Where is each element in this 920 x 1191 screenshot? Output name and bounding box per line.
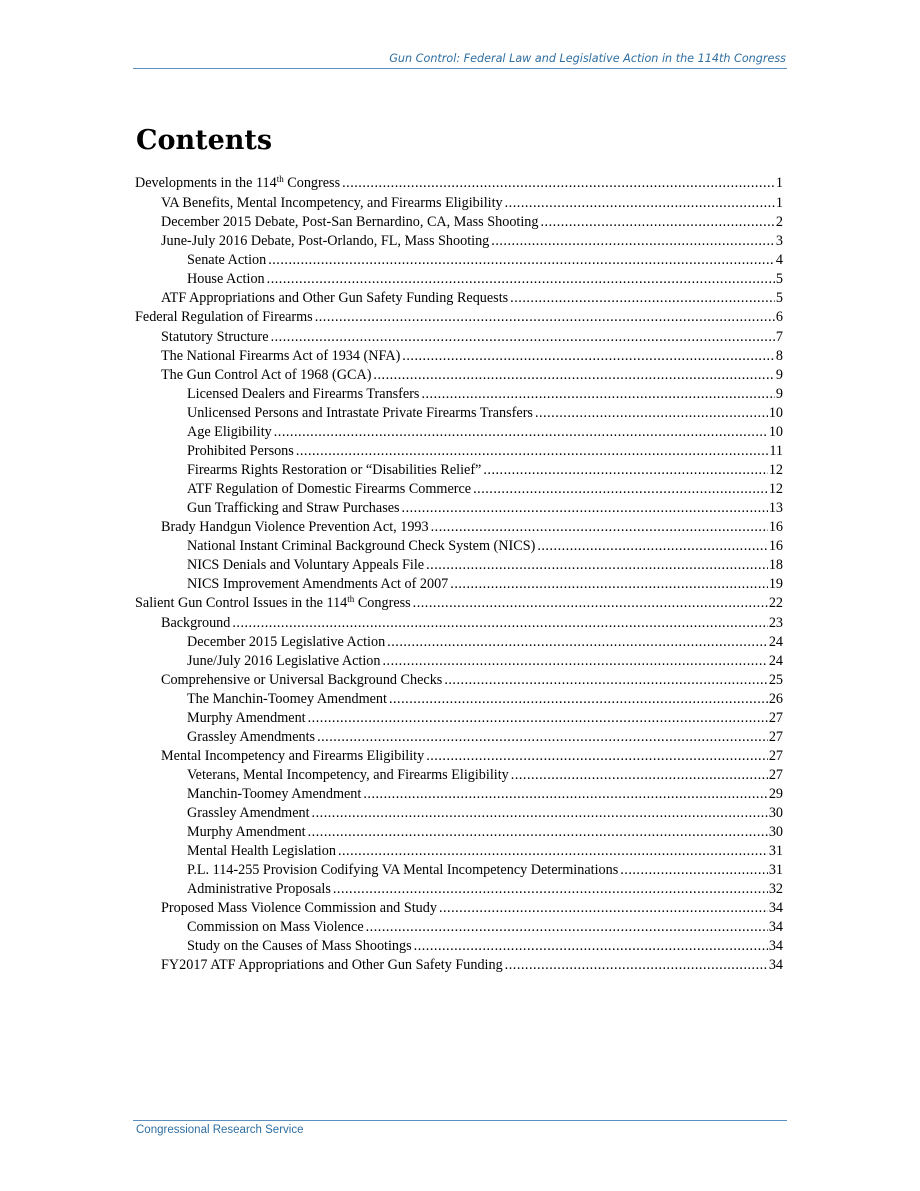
toc-entry-title: Murphy Amendment [187, 710, 306, 726]
toc-entry-title: June/July 2016 Legislative Action [187, 653, 381, 669]
toc-page-number: 5 [775, 271, 783, 287]
dot-leader [382, 652, 767, 671]
dot-leader [373, 366, 774, 385]
toc-page-number: 6 [775, 309, 783, 325]
toc-entry[interactable] [135, 899, 783, 918]
toc-page-number: 18 [768, 557, 783, 573]
toc-entry[interactable] [135, 709, 783, 728]
toc-page-number: 22 [768, 595, 783, 611]
toc-page-number: 26 [768, 691, 783, 707]
dot-leader [363, 785, 767, 804]
dot-leader [421, 385, 774, 404]
dot-leader [535, 404, 768, 423]
toc-entry[interactable] [135, 404, 783, 423]
dot-leader [268, 251, 775, 270]
toc-page-number: 34 [768, 938, 783, 954]
toc-page-number: 25 [768, 672, 783, 688]
table-of-contents [135, 174, 783, 975]
toc-entry-title: Unlicensed Persons and Intrastate Private Firearms Transfers [187, 405, 533, 421]
toc-page-number: 7 [775, 329, 783, 345]
toc-entry-title: June-July 2016 Debate, Post-Orlando, FL, Mass Shooting [161, 233, 490, 249]
dot-leader [439, 899, 768, 918]
dot-leader [505, 194, 775, 213]
toc-entry[interactable] [135, 842, 783, 861]
toc-entry[interactable] [135, 747, 783, 766]
toc-page-number: 10 [768, 405, 783, 421]
dot-leader [402, 499, 768, 518]
toc-entry[interactable] [135, 937, 783, 956]
toc-page-number: 10 [768, 424, 783, 440]
toc-entry[interactable] [135, 289, 783, 308]
header-rule [133, 68, 787, 69]
toc-entry-title: Gun Trafficking and Straw Purchases [187, 500, 400, 516]
dot-leader [537, 537, 767, 556]
toc-page-number: 12 [768, 481, 783, 497]
toc-entry-title: December 2015 Legislative Action [187, 634, 386, 650]
dot-leader [338, 842, 768, 861]
toc-entry[interactable] [135, 575, 783, 594]
toc-page-number: 27 [768, 729, 783, 745]
toc-page-number: 9 [775, 367, 783, 383]
toc-entry[interactable] [135, 174, 783, 194]
toc-entry[interactable] [135, 480, 783, 499]
toc-entry-title: December 2015 Debate, Post-San Bernardino, CA, Mass Shooting [161, 214, 539, 230]
toc-entry[interactable] [135, 652, 783, 671]
dot-leader [450, 575, 768, 594]
toc-entry-title: Salient Gun Control Issues in the 114th Congress [135, 594, 411, 611]
toc-entry-title: ATF Regulation of Domestic Firearms Commerce [187, 481, 472, 497]
dot-leader [274, 423, 768, 442]
toc-entry[interactable] [135, 728, 783, 747]
toc-page-number: 27 [768, 710, 783, 726]
toc-entry[interactable] [135, 366, 783, 385]
toc-entry[interactable] [135, 918, 783, 937]
toc-page-number: 31 [768, 843, 783, 859]
running-header: Gun Control: Federal Law and Legislative Action in the 114th Congress [389, 52, 786, 65]
footer-rule [133, 1120, 787, 1121]
toc-entry[interactable] [135, 232, 783, 251]
toc-entry[interactable] [135, 270, 783, 289]
toc-entry-title: NICS Improvement Amendments Act of 2007 [187, 576, 449, 592]
toc-entry-title: Comprehensive or Universal Background Checks [161, 672, 443, 688]
toc-entry[interactable] [135, 671, 783, 690]
dot-leader [473, 480, 768, 499]
toc-entry-title: Licensed Dealers and Firearms Transfers [187, 386, 420, 402]
dot-leader [402, 347, 775, 366]
toc-entry-title: Developments in the 114th Congress [135, 174, 341, 191]
toc-entry-title: Prohibited Persons [187, 443, 294, 459]
dot-leader [414, 937, 768, 956]
dot-leader [444, 671, 767, 690]
toc-entry[interactable] [135, 461, 783, 480]
toc-page-number: 31 [768, 862, 783, 878]
dot-leader [491, 232, 775, 251]
toc-entry[interactable] [135, 347, 783, 366]
dot-leader [366, 918, 768, 937]
toc-entry-title: Study on the Causes of Mass Shootings [187, 938, 412, 954]
toc-entry-title: Statutory Structure [161, 329, 269, 345]
toc-entry-title: Murphy Amendment [187, 824, 306, 840]
toc-page-number: 29 [768, 786, 783, 802]
dot-leader [426, 556, 768, 575]
toc-entry[interactable] [135, 518, 783, 537]
toc-entry[interactable] [135, 594, 783, 614]
dot-leader [511, 766, 768, 785]
toc-page-number: 19 [768, 576, 783, 592]
toc-page-number: 11 [769, 443, 783, 459]
toc-entry[interactable] [135, 614, 783, 633]
footer-publisher: Congressional Research Service [136, 1124, 304, 1136]
toc-page-number: 24 [768, 653, 783, 669]
toc-entry[interactable] [135, 442, 783, 461]
dot-leader [296, 442, 769, 461]
toc-entry-title: The National Firearms Act of 1934 (NFA) [161, 348, 401, 364]
toc-page-number: 27 [768, 748, 783, 764]
toc-entry-title: Manchin-Toomey Amendment [187, 786, 362, 802]
toc-page-number: 1 [775, 175, 783, 191]
toc-page-number: 5 [775, 290, 783, 306]
toc-entry-title: Proposed Mass Violence Commission and Study [161, 900, 437, 916]
toc-page-number: 2 [775, 214, 783, 230]
dot-leader [387, 633, 768, 652]
dot-leader [308, 709, 768, 728]
toc-page-number: 34 [768, 900, 783, 916]
toc-entry[interactable] [135, 537, 783, 556]
toc-page-number: 30 [768, 824, 783, 840]
toc-entry[interactable] [135, 956, 783, 975]
dot-leader [510, 289, 775, 308]
dot-leader [308, 823, 768, 842]
toc-entry-title: National Instant Criminal Background Check System (NICS) [187, 538, 536, 554]
dot-leader [232, 614, 767, 633]
dot-leader [342, 174, 775, 193]
toc-entry[interactable] [135, 308, 783, 328]
toc-entry-title: Brady Handgun Violence Prevention Act, 1993 [161, 519, 429, 535]
toc-page-number: 1 [775, 195, 783, 211]
toc-entry-title: P.L. 114-255 Provision Codifying VA Mental Incompetency Determinations [187, 862, 619, 878]
dot-leader [317, 728, 768, 747]
toc-entry[interactable] [135, 556, 783, 575]
dot-leader [389, 690, 768, 709]
toc-entry[interactable] [135, 251, 783, 270]
toc-entry[interactable] [135, 823, 783, 842]
toc-page-number: 30 [768, 805, 783, 821]
dot-leader [267, 270, 775, 289]
toc-page-number: 8 [775, 348, 783, 364]
dot-leader [333, 880, 768, 899]
dot-leader [541, 213, 775, 232]
dot-leader [483, 461, 767, 480]
toc-entry-title: Age Eligibility [187, 424, 272, 440]
toc-page-number: 12 [768, 462, 783, 478]
toc-page-number: 4 [775, 252, 783, 268]
dot-leader [271, 328, 775, 347]
toc-entry-title: Veterans, Mental Incompetency, and Firearms Eligibility [187, 767, 509, 783]
toc-entry-title: Grassley Amendments [187, 729, 316, 745]
toc-entry[interactable] [135, 690, 783, 709]
toc-entry[interactable] [135, 499, 783, 518]
dot-leader [312, 804, 768, 823]
toc-entry-title: Commission on Mass Violence [187, 919, 364, 935]
dot-leader [426, 747, 768, 766]
toc-page-number: 9 [775, 386, 783, 402]
toc-entry-title: Mental Incompetency and Firearms Eligibility [161, 748, 425, 764]
toc-page-number: 16 [768, 538, 783, 554]
toc-entry[interactable] [135, 633, 783, 652]
toc-entry[interactable] [135, 328, 783, 347]
toc-entry[interactable] [135, 804, 783, 823]
toc-entry-title: ATF Appropriations and Other Gun Safety Funding Requests [161, 290, 509, 306]
toc-entry-title: Firearms Rights Restoration or “Disabilities Relief” [187, 462, 482, 478]
toc-entry-title: Mental Health Legislation [187, 843, 336, 859]
toc-entry-title: House Action [187, 271, 265, 287]
toc-entry-title: Senate Action [187, 252, 267, 268]
toc-entry-title: NICS Denials and Voluntary Appeals File [187, 557, 425, 573]
toc-entry-title: Federal Regulation of Firearms [135, 309, 313, 325]
toc-entry[interactable] [135, 194, 783, 213]
toc-page-number: 16 [768, 519, 783, 535]
toc-entry-title: The Manchin-Toomey Amendment [187, 691, 387, 707]
toc-entry[interactable] [135, 385, 783, 404]
toc-entry[interactable] [135, 880, 783, 899]
dot-leader [315, 308, 775, 327]
toc-page-number: 23 [768, 615, 783, 631]
toc-entry[interactable] [135, 766, 783, 785]
dot-leader [620, 861, 768, 880]
toc-entry[interactable] [135, 213, 783, 232]
dot-leader [505, 956, 768, 975]
toc-page-number: 34 [768, 957, 783, 973]
toc-page-number: 34 [768, 919, 783, 935]
dot-leader [413, 594, 768, 613]
toc-entry-title: Administrative Proposals [187, 881, 331, 897]
toc-page-number: 13 [768, 500, 783, 516]
toc-page-number: 3 [775, 233, 783, 249]
toc-page-number: 24 [768, 634, 783, 650]
toc-entry-title: The Gun Control Act of 1968 (GCA) [161, 367, 372, 383]
toc-page-number: 32 [768, 881, 783, 897]
dot-leader [431, 518, 768, 537]
toc-entry-title: FY2017 ATF Appropriations and Other Gun Safety Funding [161, 957, 503, 973]
toc-entry[interactable] [135, 423, 783, 442]
toc-entry[interactable] [135, 861, 783, 880]
toc-entry[interactable] [135, 785, 783, 804]
page-title: Contents [136, 125, 273, 156]
toc-entry-title: Grassley Amendment [187, 805, 310, 821]
toc-entry-title: VA Benefits, Mental Incompetency, and Firearms Eligibility [161, 195, 503, 211]
toc-entry-title: Background [161, 615, 231, 631]
toc-page-number: 27 [768, 767, 783, 783]
